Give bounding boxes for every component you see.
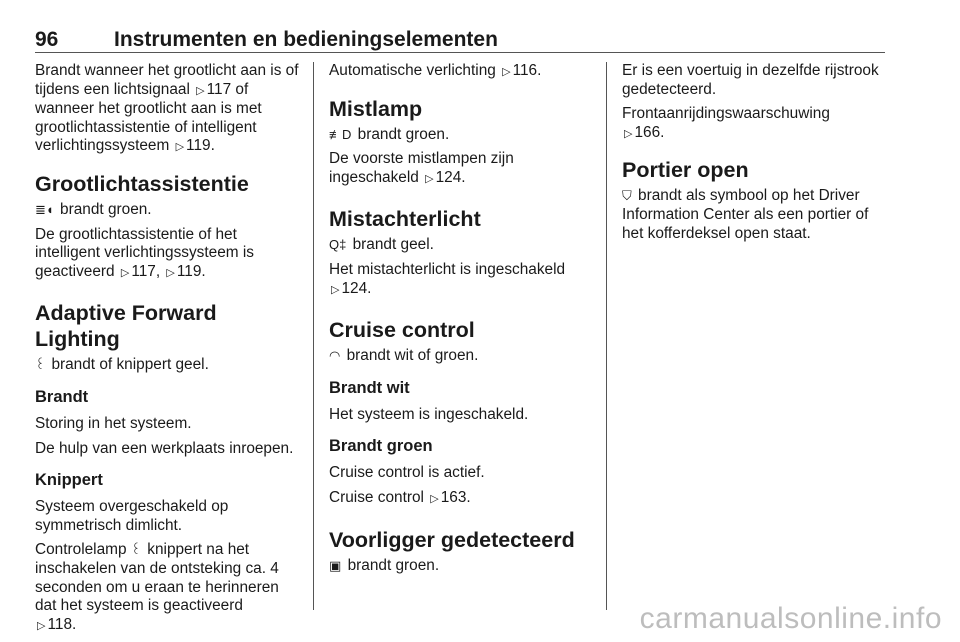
column-3 bbox=[622, 62, 890, 249]
afl-icon: ꒰ bbox=[35, 357, 46, 373]
arrow-ref-icon: ▷ bbox=[430, 492, 439, 505]
arrow-ref-icon: ▷ bbox=[331, 283, 340, 296]
heading-grootlichtassistentie: Grootlichtassistentie bbox=[35, 171, 249, 196]
heading-voorligger-gedetecteerd: Voorligger gedetecteerd bbox=[329, 527, 575, 552]
heading-adaptive-forward-lighting: Adaptive Forward Lighting bbox=[35, 301, 217, 352]
paragraph: De grootlichtassistentie of het intelligent verlichtingssysteem is geactiveerd ▷ 117, ▷ 119. bbox=[35, 226, 303, 283]
paragraph: Cruise control is actief. bbox=[329, 464, 485, 482]
paragraph: Brandt wanneer het grootlicht aan is of tijdens een lichtsignaal ▷ 117 of wanneer het grootlicht aan is met grootlichtassistentie of intelligent verlichtingssysteem ▷ 119. bbox=[35, 62, 303, 157]
heading-mistlamp: Mistlamp bbox=[329, 96, 423, 121]
afl-icon: ꒰ bbox=[130, 542, 141, 558]
paragraph: Systeem overgeschakeld op symmetrisch dimlicht. bbox=[35, 498, 229, 534]
column-1 bbox=[35, 62, 303, 641]
arrow-ref-icon: ▷ bbox=[196, 84, 205, 97]
page-number: 96 bbox=[35, 28, 59, 51]
subheading-brandt-wit: Brandt wit bbox=[329, 378, 410, 397]
paragraph: Het mistachterlicht is ingeschakeld ▷ 124. bbox=[329, 261, 597, 299]
paragraph: Automatische verlichting ▷ 116. bbox=[329, 62, 597, 82]
watermark: carmanualsonline.info bbox=[639, 602, 942, 635]
column-divider bbox=[313, 62, 314, 610]
paragraph: Het systeem is ingeschakeld. bbox=[329, 405, 529, 423]
paragraph: Frontaanrijdingswaarschuwing ▷ 166. bbox=[622, 105, 890, 143]
paragraph: ⛉ brandt als symbool op het Driver Information Center als een portier of het kofferdeksel open staat. bbox=[622, 187, 869, 242]
column-2 bbox=[329, 62, 597, 581]
front-fog-light-icon: ≢D bbox=[329, 126, 352, 142]
cruise-control-icon: ◠ bbox=[329, 348, 341, 364]
paragraph: ꒰ brandt of knippert geel. bbox=[35, 356, 209, 374]
paragraph: Er is een voertuig in dezelfde rijstrook gedetecteerd. bbox=[622, 62, 879, 98]
rear-fog-light-icon: Q‡ bbox=[329, 237, 347, 253]
vehicle-ahead-icon: ▣ bbox=[329, 557, 342, 573]
paragraph: De hulp van een werkplaats inroepen. bbox=[35, 439, 294, 457]
arrow-ref-icon: ▷ bbox=[175, 141, 185, 154]
heading-mistachterlicht: Mistachterlicht bbox=[329, 207, 481, 232]
paragraph: Controlelamp ꒰ knippert na het inschakelen van de ontsteking ca. 4 seconden om u eraan te herinneren dat het systeem is geactiveerd ▷ 118. bbox=[35, 541, 303, 635]
arrow-ref-icon: ▷ bbox=[425, 172, 434, 185]
high-beam-assist-icon: ≣◖ bbox=[35, 201, 54, 217]
paragraph: De voorste mistlampen zijn ingeschakeld ▷ 124. bbox=[329, 150, 597, 188]
paragraph: ▣ brandt groen. bbox=[329, 556, 440, 574]
arrow-ref-icon: ▷ bbox=[37, 619, 46, 632]
page-header bbox=[35, 28, 885, 53]
arrow-ref-icon: ▷ bbox=[166, 266, 175, 279]
paragraph: Storing in het systeem. bbox=[35, 414, 192, 432]
heading-portier-open: Portier open bbox=[622, 158, 749, 183]
subheading-brandt: Brandt bbox=[35, 387, 89, 406]
arrow-ref-icon: ▷ bbox=[502, 66, 511, 78]
page-title: Instrumenten en bedieningselementen bbox=[114, 28, 498, 51]
paragraph: ≢D brandt groen. bbox=[329, 125, 450, 143]
door-open-icon: ⛉ bbox=[622, 188, 632, 204]
subheading-knippert: Knippert bbox=[35, 471, 103, 490]
paragraph: ◠ brandt wit of groen. bbox=[329, 347, 479, 365]
paragraph: ≣◖ brandt groen. bbox=[35, 200, 152, 218]
heading-cruise-control: Cruise control bbox=[329, 318, 475, 343]
arrow-ref-icon: ▷ bbox=[120, 266, 130, 279]
paragraph: Cruise control ▷ 163. bbox=[329, 489, 597, 509]
subheading-brandt-groen: Brandt groen bbox=[329, 437, 433, 456]
paragraph: Q‡ brandt geel. bbox=[329, 236, 434, 254]
arrow-ref-icon: ▷ bbox=[624, 127, 633, 140]
column-divider bbox=[606, 62, 607, 610]
